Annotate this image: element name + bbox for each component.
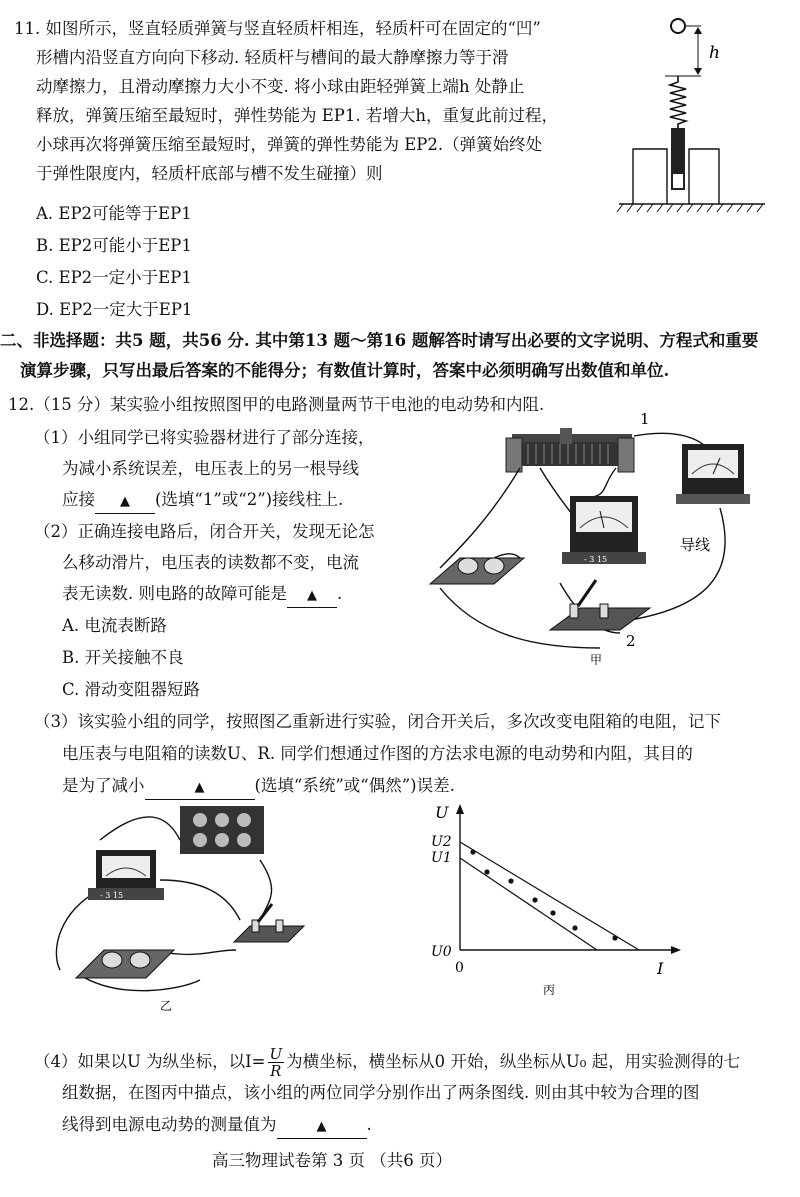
switch bbox=[550, 580, 650, 630]
resistance-box bbox=[180, 806, 264, 854]
figure-bing-label: 丙 bbox=[543, 983, 556, 997]
wire-label: 导线 bbox=[680, 536, 711, 554]
meter-scale-label: - 3 15 bbox=[100, 891, 124, 900]
q12-p1-tail: (选填“1”或“2”)接线柱上. bbox=[155, 490, 344, 509]
data-point bbox=[612, 935, 617, 940]
q12-p3-tail: (选填“系统”或“偶然”)误差. bbox=[254, 776, 455, 795]
blank-triangle-icon: ▲ bbox=[316, 1119, 327, 1134]
q12-p4-line-1 bbox=[34, 1046, 740, 1079]
meter-scale-label: - 3 15 bbox=[584, 555, 608, 564]
section2-line-1: 二、非选择题：共5 题，共56 分. 其中第13 题～第16 题解答时请写出必要的文字说明、方程式和重要 bbox=[0, 331, 759, 350]
q12-p2-line-2: 么移动滑片，电压表的读数都不变，电流 bbox=[62, 553, 359, 572]
ball bbox=[671, 19, 685, 33]
q12-p4-tail: . bbox=[366, 1115, 372, 1134]
section2-line-2: 演算步骤，只写出最后答案的不能得分；有数值计算时，答案中必须明确写出数值和单位. bbox=[20, 361, 670, 380]
q12-p1-line-2: 为减小系统误差，电压表上的另一根导线 bbox=[62, 459, 359, 478]
figure-yi-label: 乙 bbox=[160, 999, 173, 1013]
origin-label: 0 bbox=[455, 960, 464, 976]
terminal-2-label: 2 bbox=[626, 632, 636, 650]
fit-line-1 bbox=[460, 858, 597, 950]
figure-jia-label: 甲 bbox=[590, 653, 603, 667]
q11-line-6: 于弹性限度内，轻质杆底部与槽不发生碰撞）则 bbox=[36, 164, 383, 183]
q12-p3-line-2: 电压表与电阻箱的读数U、R. 同学们想通过作图的方法求电源的电动势和内阻，其目的 bbox=[62, 744, 693, 763]
axis-i-label: I bbox=[657, 959, 664, 978]
q11-option-a: A. EP2可能等于EP1 bbox=[36, 204, 192, 223]
fraction-denominator: R bbox=[270, 1062, 282, 1080]
q12-p4-text-c: 线得到电源电动势的测量值为 bbox=[62, 1115, 277, 1134]
voltmeter bbox=[88, 850, 164, 900]
q11-option-b: B. EP2可能小于EP1 bbox=[36, 236, 192, 255]
q12-p1-line-3 bbox=[62, 489, 343, 514]
answer-blank-3 bbox=[145, 775, 255, 800]
answer-blank-2 bbox=[287, 583, 337, 608]
q11-line-4: 释放，弹簧压缩至最短时，弹性势能为 EP1. 若增大h，重复此前过程， bbox=[36, 106, 559, 125]
q12-p2-option-b: B. 开关接触不良 bbox=[62, 648, 184, 667]
axis-u-label: U bbox=[435, 803, 449, 822]
q12-p4-text-a: （4）如果以U 为纵坐标，以I= bbox=[34, 1052, 266, 1071]
figure-bing-graph bbox=[425, 800, 685, 1000]
spring bbox=[670, 76, 686, 128]
data-point bbox=[572, 925, 577, 930]
blank-triangle-icon: ▲ bbox=[307, 588, 317, 603]
data-point bbox=[508, 878, 513, 883]
q12-p2-option-a: A. 电流表断路 bbox=[62, 616, 167, 635]
data-point bbox=[550, 910, 555, 915]
q12-p3-text: 是为了减小 bbox=[62, 776, 145, 795]
data-point bbox=[484, 869, 489, 874]
u1-label: U1 bbox=[431, 850, 452, 866]
q12-p1-text: 应接 bbox=[62, 490, 95, 509]
figure-jia bbox=[420, 408, 760, 668]
q12-p3-line-3 bbox=[62, 775, 455, 800]
q12-p4-line-2: 组数据，在图丙中描点，该小组的两位同学分别作出了两条图线. 则由其中较为合理的图 bbox=[62, 1083, 700, 1102]
q11-line-2: 形槽内沿竖直方向向下移动. 轻质杆与槽间的最大静摩擦力等于滑 bbox=[36, 48, 509, 67]
q12-p4-text-b: 为横坐标，横坐标从0 开始，纵坐标从U₀ 起，用实验测得的七 bbox=[286, 1052, 741, 1071]
q11-line-1: 11. 如图所示，竖直轻质弹簧与竖直轻质杆相连，轻质杆可在固定的“凹” bbox=[14, 19, 541, 38]
q11-option-c: C. EP2一定小于EP1 bbox=[36, 268, 192, 287]
q12-p1-line-1: （1）小组同学已将实验器材进行了部分连接， bbox=[34, 428, 375, 447]
u0-label: U0 bbox=[431, 944, 452, 960]
blank-triangle-icon: ▲ bbox=[194, 780, 205, 795]
q12-p2-option-c: C. 滑动变阻器短路 bbox=[62, 680, 201, 699]
q11-spring-figure bbox=[615, 14, 785, 214]
answer-blank-1 bbox=[95, 489, 155, 514]
data-point bbox=[532, 897, 537, 902]
q11-option-d: D. EP2一定大于EP1 bbox=[36, 300, 193, 319]
ammeter bbox=[676, 444, 750, 504]
q12-p2-tail: . bbox=[337, 584, 343, 603]
q12-p3-line-1: （3）该实验小组的同学，按照图乙重新进行实验，闭合开关后，多次改变电阻箱的电阻，记下 bbox=[34, 712, 721, 731]
switch bbox=[234, 904, 304, 942]
page-footer: 高三物理试卷第 3 页 （共6 页） bbox=[212, 1151, 452, 1170]
data-point bbox=[470, 849, 475, 854]
fit-line-2 bbox=[460, 842, 639, 950]
figure-yi bbox=[40, 800, 330, 1015]
q12-p4-line-3 bbox=[62, 1114, 372, 1139]
battery-holder bbox=[76, 950, 174, 978]
voltmeter bbox=[562, 496, 646, 564]
answer-blank-4 bbox=[277, 1114, 367, 1139]
battery-holder bbox=[430, 558, 524, 584]
blank-triangle-icon: ▲ bbox=[120, 494, 130, 509]
u2-label: U2 bbox=[431, 834, 452, 850]
q11-line-3: 动摩擦力，且滑动摩擦力大小不变. 将小球由距轻弹簧上端h 处静止 bbox=[36, 77, 525, 96]
fraction-numerator: U bbox=[269, 1045, 283, 1063]
fraction-u-over-r bbox=[268, 1046, 285, 1079]
h-label: h bbox=[709, 43, 720, 63]
rheostat bbox=[506, 428, 634, 472]
q11-line-5: 小球再次将弹簧压缩至最短时，弹簧的弹性势能为 EP2.（弹簧始终处 bbox=[36, 135, 543, 154]
q12-p2-line-1: （2）正确连接电路后，闭合开关，发现无论怎 bbox=[34, 522, 375, 541]
terminal-1-label: 1 bbox=[640, 410, 650, 428]
q12-p2-line-3 bbox=[62, 583, 342, 608]
q12-p2-text: 表无读数. 则电路的故障可能是 bbox=[62, 584, 287, 603]
q12-intro: 12.（15 分）某实验小组按照图甲的电路测量两节干电池的电动势和内阻. bbox=[8, 395, 545, 414]
